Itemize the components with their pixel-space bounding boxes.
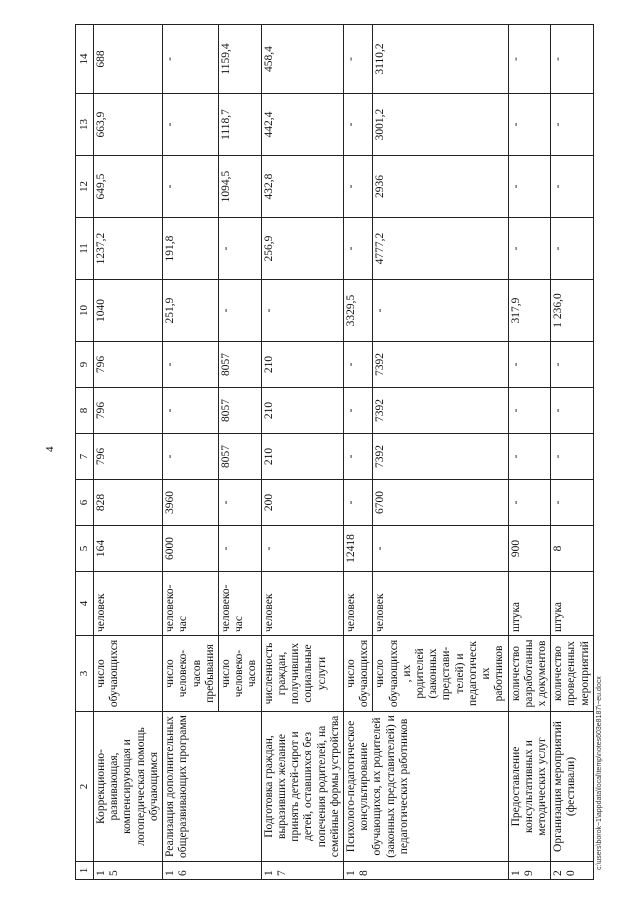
- value-cell-col-9: -: [508, 342, 551, 388]
- value-cell-col-9: -: [551, 342, 594, 388]
- indicator-cell: число обучающихся: [343, 636, 372, 712]
- indicator-cell: число человеко-часов пребывания: [163, 636, 219, 712]
- value-cell-col-5: 6000: [163, 526, 219, 572]
- header-cell-8: 8: [76, 388, 94, 434]
- value-cell-col-9: 796: [94, 342, 163, 388]
- value-cell-col-11: -: [343, 218, 372, 280]
- table-row: [343, 25, 372, 880]
- rotated-table-container: [75, 25, 591, 880]
- value-cell-col-10: -: [218, 280, 261, 342]
- value-cell-col-12: 2936: [373, 156, 508, 218]
- table-row: [551, 25, 594, 880]
- row-number-cell: 19: [508, 862, 551, 880]
- service-name-cell: Подготовка граждан, выразивших желание принять детей-сирот и детей, оставшихся без попечения родителей, на семейные формы устройства: [261, 712, 343, 862]
- value-cell-col-6: -: [551, 480, 594, 526]
- header-cell-13: 13: [76, 94, 94, 156]
- value-cell-col-12: 1094,5: [218, 156, 261, 218]
- value-cell-col-5: -: [261, 526, 343, 572]
- value-cell-col-7: 210: [261, 434, 343, 480]
- value-cell-col-13: 663,9: [94, 94, 163, 156]
- value-cell-col-10: -: [261, 280, 343, 342]
- file-path-footer: c:\users\borok~1\appdata\local\temp\notes603e8187\~eu.docx: [596, 676, 603, 870]
- value-cell-col-10: 1 236,0: [551, 280, 594, 342]
- value-cell-col-10: 3329,5: [343, 280, 372, 342]
- header-cell-12: 12: [76, 156, 94, 218]
- value-cell-col-11: -: [218, 218, 261, 280]
- indicator-cell: число обучающихся, их родителей (законных представи-телей) и педагогических работников: [373, 636, 508, 712]
- value-cell-col-6: -: [218, 480, 261, 526]
- row-number-cell: 15: [94, 862, 163, 880]
- indicator-cell: количество разработанных документов: [508, 636, 551, 712]
- unit-cell: человек: [261, 572, 343, 636]
- value-cell-col-6: 3960: [163, 480, 219, 526]
- value-cell-col-9: 8057: [218, 342, 261, 388]
- value-cell-col-12: -: [551, 156, 594, 218]
- value-cell-col-8: -: [508, 388, 551, 434]
- value-cell-col-6: 828: [94, 480, 163, 526]
- header-cell-4: 4: [76, 572, 94, 636]
- value-cell-col-14: 458,4: [261, 25, 343, 94]
- header-cell-3: 3: [76, 636, 94, 712]
- table-row: [261, 25, 343, 880]
- value-cell-col-14: 1159,4: [218, 25, 261, 94]
- value-cell-col-8: 210: [261, 388, 343, 434]
- value-cell-col-5: 900: [508, 526, 551, 572]
- value-cell-col-14: 3110,2: [373, 25, 508, 94]
- service-name-cell: Психолого-педагогическое консультирование обучающихся, их родителей (законных представителей) и педагогических работников: [343, 712, 508, 862]
- table-row: [163, 25, 219, 880]
- value-cell-col-11: -: [551, 218, 594, 280]
- value-cell-col-11: 1237,2: [94, 218, 163, 280]
- value-cell-col-14: -: [343, 25, 372, 94]
- value-cell-col-13: -: [551, 94, 594, 156]
- value-cell-col-6: -: [508, 480, 551, 526]
- value-cell-col-13: -: [163, 94, 219, 156]
- value-cell-col-7: -: [163, 434, 219, 480]
- value-cell-col-13: -: [343, 94, 372, 156]
- value-cell-col-6: -: [343, 480, 372, 526]
- header-cell-11: 11: [76, 218, 94, 280]
- value-cell-col-12: -: [508, 156, 551, 218]
- value-cell-col-9: -: [343, 342, 372, 388]
- table-body: [94, 25, 594, 880]
- value-cell-col-7: 796: [94, 434, 163, 480]
- table-row: [94, 25, 163, 880]
- value-cell-col-14: -: [163, 25, 219, 94]
- header-cell-10: 10: [76, 280, 94, 342]
- unit-cell: человеко-час: [218, 572, 261, 636]
- value-cell-col-8: 8057: [218, 388, 261, 434]
- value-cell-col-11: -: [508, 218, 551, 280]
- value-cell-col-5: 164: [94, 526, 163, 572]
- value-cell-col-7: 7392: [373, 434, 508, 480]
- header-cell-1: 1: [76, 862, 94, 880]
- value-cell-col-9: 210: [261, 342, 343, 388]
- unit-cell: человек: [373, 572, 508, 636]
- service-name-cell: Коррекционно-развивающая, компенсирующая и логопедическая помощь обучающимся: [94, 712, 163, 862]
- value-cell-col-14: -: [551, 25, 594, 94]
- header-cell-5: 5: [76, 526, 94, 572]
- value-cell-col-8: -: [343, 388, 372, 434]
- header-cell-14: 14: [76, 25, 94, 94]
- page-number: 4: [44, 446, 56, 452]
- value-cell-col-10: -: [373, 280, 508, 342]
- value-cell-col-10: 251,9: [163, 280, 219, 342]
- service-name-cell: Предоставление консультативных и методических услуг: [508, 712, 551, 862]
- value-cell-col-11: 191,8: [163, 218, 219, 280]
- value-cell-col-5: 8: [551, 526, 594, 572]
- value-cell-col-7: -: [343, 434, 372, 480]
- indicator-cell: число обучающихся: [94, 636, 163, 712]
- indicator-cell: численность граждан, получивших социальные услуги: [261, 636, 343, 712]
- header-cell-6: 6: [76, 480, 94, 526]
- value-cell-col-7: -: [508, 434, 551, 480]
- value-cell-col-8: 7392: [373, 388, 508, 434]
- service-name-cell: Организация мероприятий (фестивали): [551, 712, 594, 862]
- value-cell-col-7: -: [551, 434, 594, 480]
- service-name-cell: Реализация дополнительных общеразвивающих программ: [163, 712, 262, 862]
- unit-cell: человеко-час: [163, 572, 219, 636]
- table-row: [508, 25, 551, 880]
- value-cell-col-14: 688: [94, 25, 163, 94]
- row-number-cell: 18: [343, 862, 508, 880]
- value-cell-col-6: 200: [261, 480, 343, 526]
- value-cell-col-13: 442,4: [261, 94, 343, 156]
- value-cell-col-13: 3001,2: [373, 94, 508, 156]
- value-cell-col-14: -: [508, 25, 551, 94]
- value-cell-col-5: -: [373, 526, 508, 572]
- row-number-cell: 20: [551, 862, 594, 880]
- value-cell-col-6: 6700: [373, 480, 508, 526]
- value-cell-col-8: -: [163, 388, 219, 434]
- header-cell-2: 2: [76, 712, 94, 862]
- header-cell-9: 9: [76, 342, 94, 388]
- unit-cell: штука: [508, 572, 551, 636]
- value-cell-col-8: -: [551, 388, 594, 434]
- row-number-cell: 16: [163, 862, 262, 880]
- indicator-cell: число человеко-часов: [218, 636, 261, 712]
- indicator-cell: количество проведенных мероприятий: [551, 636, 594, 712]
- value-cell-col-12: 432,8: [261, 156, 343, 218]
- value-cell-col-13: 1118,7: [218, 94, 261, 156]
- value-cell-col-9: -: [163, 342, 219, 388]
- unit-cell: человек: [94, 572, 163, 636]
- value-cell-col-8: 796: [94, 388, 163, 434]
- row-number-cell: 17: [261, 862, 343, 880]
- unit-cell: человек: [343, 572, 372, 636]
- unit-cell: штука: [551, 572, 594, 636]
- value-cell-col-10: 1040: [94, 280, 163, 342]
- value-cell-col-11: 4777,2: [373, 218, 508, 280]
- value-cell-col-11: 256,9: [261, 218, 343, 280]
- value-cell-col-12: 649,5: [94, 156, 163, 218]
- value-cell-col-9: 7392: [373, 342, 508, 388]
- header-cell-7: 7: [76, 434, 94, 480]
- value-cell-col-13: -: [508, 94, 551, 156]
- table-header-row: [76, 25, 94, 880]
- value-cell-col-5: -: [218, 526, 261, 572]
- value-cell-col-12: -: [343, 156, 372, 218]
- value-cell-col-12: -: [163, 156, 219, 218]
- services-table: [75, 24, 594, 880]
- value-cell-col-7: 8057: [218, 434, 261, 480]
- value-cell-col-5: 12418: [343, 526, 372, 572]
- value-cell-col-10: 317,9: [508, 280, 551, 342]
